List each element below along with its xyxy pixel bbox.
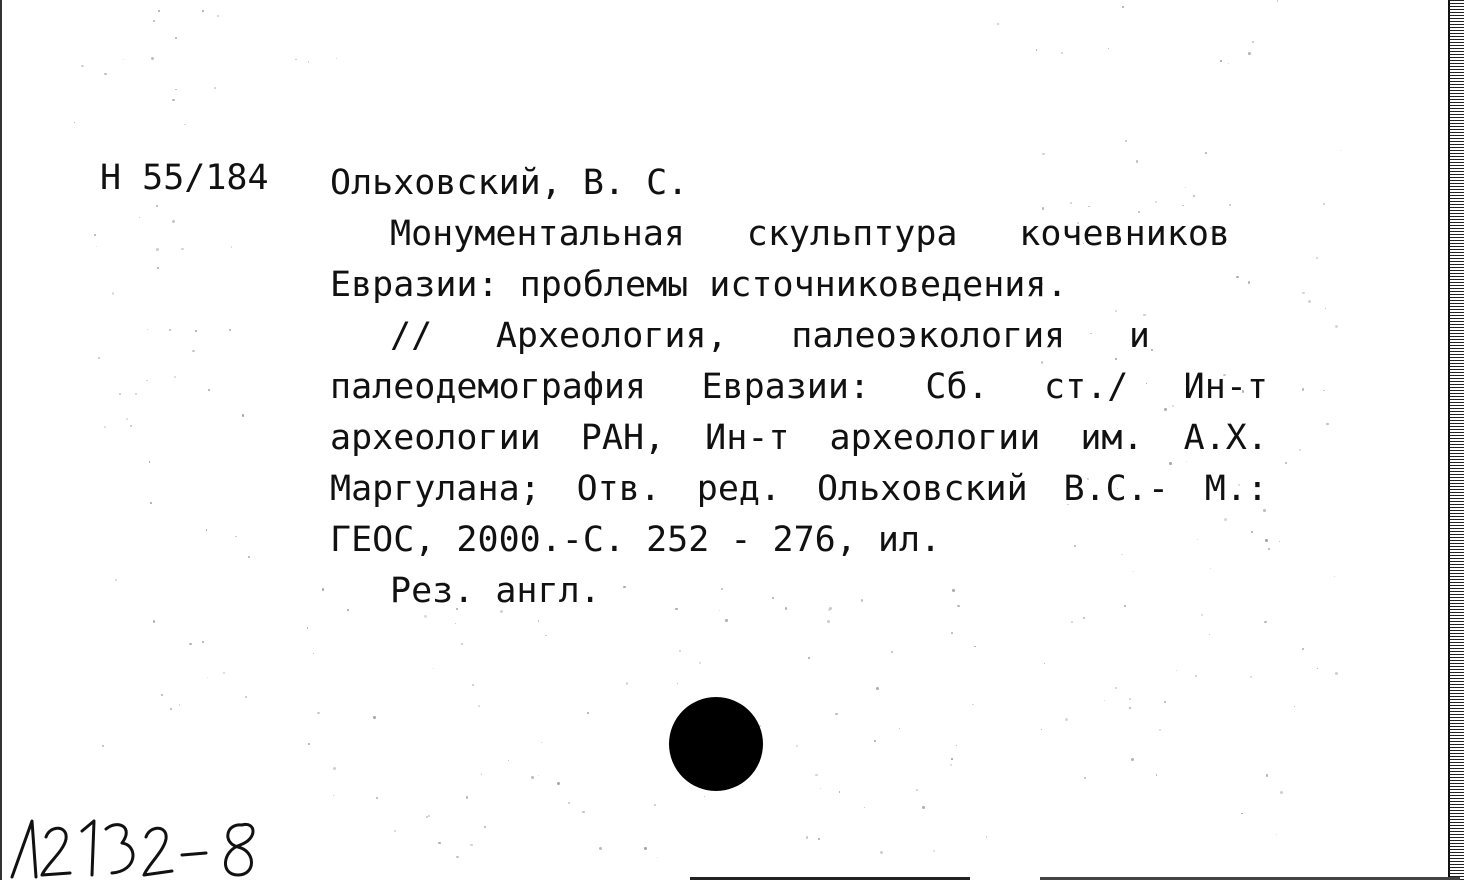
scan-speck bbox=[295, 59, 297, 61]
scan-speck bbox=[1228, 63, 1229, 64]
scan-speck bbox=[1205, 152, 1207, 154]
scan-speck bbox=[317, 712, 320, 715]
scan-speck bbox=[466, 796, 468, 798]
scan-speck bbox=[202, 10, 204, 12]
scan-speck bbox=[1335, 672, 1338, 675]
scan-speck bbox=[815, 774, 818, 777]
scan-speck bbox=[922, 806, 925, 809]
scan-speck bbox=[796, 745, 798, 747]
scan-speck bbox=[704, 796, 705, 797]
scan-speck bbox=[172, 99, 174, 101]
scan-speck bbox=[119, 393, 122, 396]
scan-speck bbox=[235, 536, 237, 538]
scan-speck bbox=[951, 758, 953, 760]
scan-speck bbox=[472, 684, 473, 685]
title-line-2: Евразии: проблемы источниковедения. bbox=[330, 265, 1068, 305]
scan-speck bbox=[1220, 60, 1222, 62]
scan-speck bbox=[184, 124, 185, 125]
scan-speck bbox=[307, 627, 309, 629]
scan-speck bbox=[1131, 758, 1134, 761]
scan-speck bbox=[1248, 52, 1251, 55]
scan-speck bbox=[997, 23, 999, 25]
author: Ольховский, В. С. bbox=[330, 163, 689, 203]
scan-speck bbox=[538, 775, 539, 776]
scan-speck bbox=[1104, 700, 1105, 701]
scan-speck bbox=[1335, 325, 1338, 328]
scan-speck bbox=[248, 556, 250, 558]
scan-speck bbox=[170, 708, 172, 710]
scan-speck bbox=[1266, 774, 1268, 776]
scan-speck bbox=[956, 745, 957, 746]
source-line-3: археологии РАН, Ин-т археологии им. А.Х. bbox=[330, 418, 1268, 458]
scan-speck bbox=[231, 246, 232, 247]
scan-speck bbox=[1325, 308, 1326, 309]
source-line-5: ГЕОС, 2000.-С. 252 - 276, ил. bbox=[330, 520, 942, 560]
scan-speck bbox=[1279, 541, 1280, 542]
scan-speck bbox=[308, 61, 309, 62]
scan-speck bbox=[1122, 6, 1124, 8]
scan-speck bbox=[157, 267, 159, 269]
scan-speck bbox=[508, 760, 509, 761]
scan-speck bbox=[1084, 777, 1086, 779]
scan-speck bbox=[644, 847, 646, 849]
scan-speck bbox=[541, 742, 542, 743]
scan-speck bbox=[139, 217, 140, 218]
scan-speck bbox=[172, 220, 175, 223]
scan-speck bbox=[1115, 687, 1117, 689]
scan-speck bbox=[322, 588, 325, 591]
scan-speck bbox=[179, 704, 181, 706]
scan-speck bbox=[1340, 150, 1342, 152]
scan-speck bbox=[839, 791, 840, 792]
scan-speck bbox=[151, 57, 154, 60]
scan-speck bbox=[557, 782, 560, 785]
scan-speck bbox=[1316, 257, 1318, 259]
scan-speck bbox=[1129, 707, 1131, 709]
scan-speck bbox=[835, 713, 837, 715]
scan-speck bbox=[135, 393, 137, 395]
scan-speck bbox=[568, 802, 569, 803]
scan-speck bbox=[156, 205, 158, 207]
scan-speck bbox=[1065, 718, 1068, 721]
scan-speck bbox=[1209, 634, 1210, 635]
scan-speck bbox=[214, 87, 216, 89]
scan-speck bbox=[1323, 203, 1325, 205]
scan-speck bbox=[1036, 49, 1037, 50]
scan-speck bbox=[1299, 449, 1301, 451]
scan-speck bbox=[470, 844, 473, 847]
source-line-2: палеодемография Евразии: Сб. ст./ Ин-т bbox=[330, 367, 1268, 407]
scan-speck bbox=[1176, 670, 1177, 671]
scan-speck bbox=[1308, 300, 1311, 303]
scan-speck bbox=[679, 650, 681, 652]
scan-speck bbox=[207, 677, 208, 678]
scan-speck bbox=[891, 651, 893, 653]
scan-speck bbox=[876, 687, 879, 690]
scan-speck bbox=[677, 683, 679, 685]
scan-speck bbox=[1041, 729, 1042, 730]
handwritten-number bbox=[6, 815, 276, 879]
scan-speck bbox=[538, 620, 539, 621]
scan-speck bbox=[376, 797, 378, 799]
scan-speck bbox=[313, 653, 315, 655]
scan-speck bbox=[1326, 423, 1329, 426]
scan-speck bbox=[104, 426, 106, 428]
scan-speck bbox=[1264, 621, 1267, 624]
scan-speck bbox=[808, 657, 810, 659]
scan-speck bbox=[161, 694, 163, 696]
scan-speck bbox=[115, 579, 117, 581]
scan-speck bbox=[153, 20, 155, 22]
scan-speck bbox=[81, 65, 83, 67]
scan-speck bbox=[1250, 676, 1252, 678]
scan-speck bbox=[1164, 701, 1166, 703]
scan-speck bbox=[456, 856, 458, 858]
scan-speck bbox=[153, 620, 155, 622]
scan-speck bbox=[158, 10, 160, 12]
scan-speck bbox=[725, 619, 728, 622]
scan-speck bbox=[147, 329, 148, 330]
scan-speck bbox=[582, 811, 585, 814]
scan-speck bbox=[150, 502, 152, 504]
scan-speck bbox=[1042, 153, 1044, 155]
scan-speck bbox=[1317, 668, 1319, 670]
scan-speck bbox=[130, 425, 132, 427]
scan-speck bbox=[484, 826, 486, 828]
scan-speck bbox=[974, 646, 975, 647]
scan-speck bbox=[175, 89, 176, 90]
scan-speck bbox=[874, 740, 876, 742]
scan-speck bbox=[192, 350, 194, 352]
scan-speck bbox=[972, 704, 974, 706]
scan-speck bbox=[433, 668, 434, 669]
scan-speck bbox=[1294, 706, 1295, 707]
scan-speck bbox=[699, 662, 702, 665]
scan-speck bbox=[126, 418, 128, 420]
scan-speck bbox=[545, 635, 546, 636]
shelfmark: Н 55/184 bbox=[100, 158, 269, 198]
scan-speck bbox=[461, 643, 463, 645]
scan-speck bbox=[1277, 0, 1279, 2]
scan-speck bbox=[1334, 576, 1335, 577]
card-left-edge bbox=[0, 0, 2, 880]
scan-speck bbox=[438, 842, 441, 845]
card-right-edge bbox=[1448, 0, 1464, 880]
scan-speck bbox=[156, 248, 159, 251]
scan-speck bbox=[1195, 675, 1197, 677]
scan-speck bbox=[202, 641, 204, 643]
scan-speck bbox=[96, 246, 97, 247]
scan-speck bbox=[1252, 41, 1254, 43]
scan-speck bbox=[1276, 834, 1277, 835]
scan-speck bbox=[1129, 698, 1131, 700]
scan-speck bbox=[1323, 390, 1324, 391]
scan-speck bbox=[229, 329, 231, 331]
scan-speck bbox=[1061, 52, 1063, 54]
scan-speck bbox=[1108, 48, 1109, 49]
scan-speck bbox=[426, 816, 428, 818]
scan-speck bbox=[394, 830, 396, 832]
scan-speck bbox=[1044, 663, 1045, 664]
scan-speck bbox=[599, 847, 602, 850]
note: Рез. англ. bbox=[390, 571, 601, 611]
scan-speck bbox=[223, 672, 225, 674]
scan-speck bbox=[455, 623, 456, 624]
scan-speck bbox=[1241, 813, 1243, 815]
scan-speck bbox=[189, 643, 192, 646]
scan-speck bbox=[373, 716, 376, 719]
scan-speck bbox=[654, 804, 657, 807]
scan-speck bbox=[98, 357, 100, 359]
bibliographic-entry bbox=[330, 158, 1270, 617]
scan-speck bbox=[175, 37, 177, 39]
scan-speck bbox=[657, 857, 658, 858]
scan-speck bbox=[217, 15, 219, 17]
scan-speck bbox=[626, 682, 629, 685]
scan-speck bbox=[531, 776, 534, 779]
scan-speck bbox=[1156, 774, 1158, 776]
scan-speck bbox=[146, 380, 148, 382]
scan-speck bbox=[899, 728, 900, 729]
scan-speck bbox=[951, 632, 953, 634]
scan-speck bbox=[102, 745, 104, 747]
scan-speck bbox=[112, 292, 115, 295]
scan-speck bbox=[169, 329, 171, 331]
scan-speck bbox=[587, 712, 589, 714]
scan-speck bbox=[336, 58, 337, 59]
scan-speck bbox=[149, 461, 150, 462]
scan-speck bbox=[986, 836, 988, 838]
scan-speck bbox=[1280, 791, 1283, 794]
scan-speck bbox=[308, 743, 310, 745]
scan-speck bbox=[208, 389, 210, 391]
scan-speck bbox=[1302, 292, 1304, 294]
scan-speck bbox=[94, 234, 96, 236]
scan-speck bbox=[181, 248, 184, 251]
scan-speck bbox=[333, 795, 335, 797]
source-line-4: Маргулана; Отв. ред. Ольховский В.С.- М.: bbox=[330, 469, 1268, 509]
scan-speck bbox=[1159, 729, 1161, 731]
scan-speck bbox=[916, 789, 918, 791]
scan-speck bbox=[806, 836, 808, 838]
scan-speck bbox=[1083, 617, 1085, 619]
scan-speck bbox=[820, 788, 821, 789]
scan-speck bbox=[104, 73, 106, 75]
scan-speck bbox=[174, 376, 175, 377]
scan-speck bbox=[864, 807, 866, 809]
title-line-1: Монументальная скульптура кочевников bbox=[390, 214, 1230, 254]
scan-speck bbox=[481, 773, 482, 774]
scan-speck bbox=[195, 330, 196, 331]
handwritten-number-drawing bbox=[6, 815, 276, 879]
scan-speck bbox=[933, 850, 935, 852]
card-punch-hole bbox=[669, 697, 763, 791]
scan-speck bbox=[428, 815, 430, 817]
scan-speck bbox=[950, 764, 952, 766]
scan-speck bbox=[880, 851, 882, 853]
source-line-1: // Археология, палеоэкология и bbox=[390, 316, 1150, 356]
scan-speck bbox=[1125, 140, 1127, 142]
scan-speck bbox=[1071, 621, 1073, 623]
scan-speck bbox=[818, 838, 821, 841]
scan-speck bbox=[1302, 648, 1304, 650]
scan-speck bbox=[74, 122, 75, 123]
scan-speck bbox=[242, 414, 245, 417]
scan-speck bbox=[1302, 388, 1304, 390]
scan-speck bbox=[333, 767, 336, 770]
scan-speck bbox=[245, 696, 247, 698]
scan-speck bbox=[478, 705, 480, 707]
scan-speck bbox=[827, 620, 830, 623]
scan-speck bbox=[123, 59, 124, 60]
scan-speck bbox=[1285, 462, 1287, 464]
scan-speck bbox=[206, 529, 207, 530]
